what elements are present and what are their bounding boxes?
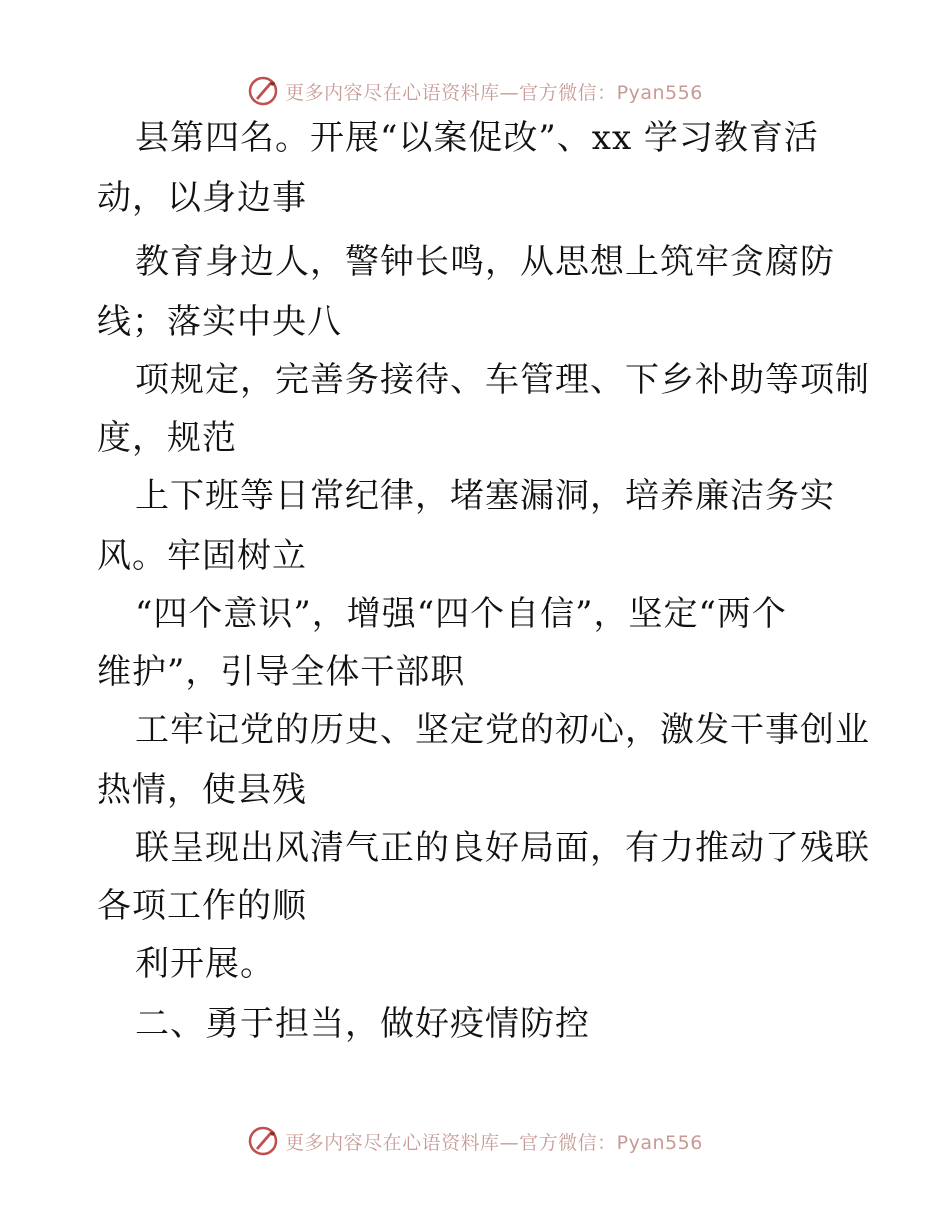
text-line: 线；落实中央八: [97, 302, 342, 342]
text-line: 上下班等日常纪律，堵塞漏洞，培养廉洁务实: [135, 476, 835, 516]
text-line: 各项工作的顺: [97, 886, 307, 926]
text-line: 县第四名。开展“以案促改”、xx 学习教育活: [135, 118, 819, 158]
text-line: 联呈现出风清气正的良好局面，有力推动了残联: [135, 828, 870, 868]
text-line: “四个意识”，增强“四个自信”，坚定“两个: [135, 594, 787, 634]
header-watermark: [0, 71, 950, 111]
text-line: 动，以身边事: [97, 178, 307, 218]
feather-pen-logo-icon: [247, 1125, 279, 1157]
watermark-text: 更多内容尽在心语资料库—官方微信：Pyan556: [285, 81, 703, 104]
footer-watermark: [0, 1121, 950, 1161]
text-line: 热情，使县残: [97, 770, 307, 810]
text-line: 工牢记党的历史、坚定党的初心，激发干事创业: [135, 710, 870, 750]
text-line: 教育身边人，警钟长鸣，从思想上筑牢贪腐防: [135, 242, 835, 282]
text-line: 项规定，完善务接待、车管理、下乡补助等项制: [135, 360, 870, 400]
text-line: 风。牢固树立: [97, 536, 307, 576]
feather-pen-logo-icon: [247, 75, 279, 107]
section-heading: 二、勇于担当，做好疫情防控: [135, 1004, 590, 1044]
watermark-text: 更多内容尽在心语资料库—官方微信：Pyan556: [285, 1131, 703, 1154]
text-line: 维护”，引导全体干部职: [97, 652, 466, 692]
text-line: 度，规范: [97, 418, 237, 458]
text-line: 利开展。: [135, 944, 275, 984]
